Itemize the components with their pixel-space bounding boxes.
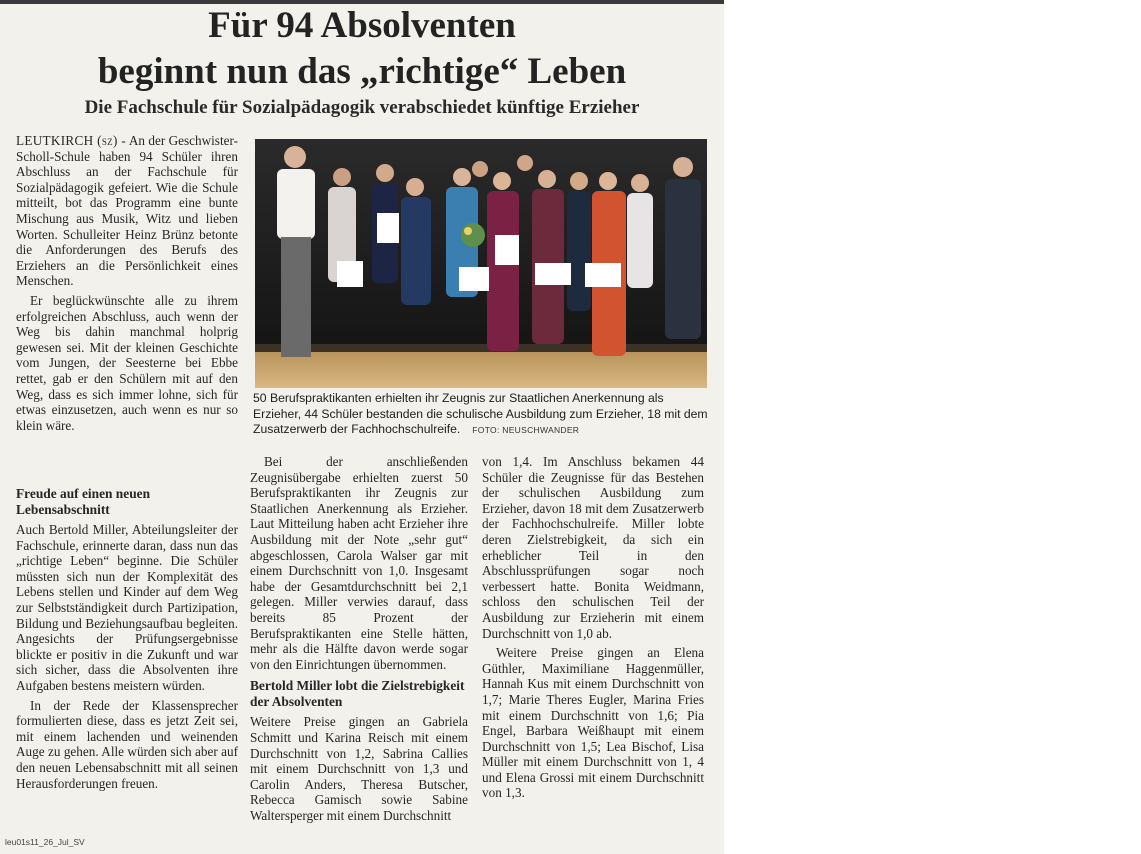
- photo-caption-text: 50 Berufspraktikanten erhielten ihr Zeugnis zur Staatlichen Anerkennung als Erzieher, 44 Schüler bestanden die schulische Ausbildung zum Erzieher, 18 mit dem Zusatzerwerb der Fachhochschulreife.: [253, 391, 708, 437]
- paragraph-6: Weitere Preise gingen an Gabriela Schmitt und Karina Reisch mit einem Durchschnitt von 1,2, Sabrina Callies mit einem Durchschnitt von 1,3 und Carolin Anders, Theresa Butscher, Rebecca Gamisch sowie Sabine Waltersperger mit einem Durchschnitt: [250, 714, 468, 823]
- paragraph-1-text: An der Geschwister-Scholl-Schule haben 94 Schüler ihren Abschluss an der Fachschule für Sozialpädagogik gefeiert. Wie die Schule mitteilt, bot das Programm eine bunte Mischung aus Musik, Witz und lieben Worten. Schulleiter Heinz Brünz betonte die Anforderungen des Berufs des Erziehers an die Persönlichkeit eines Menschen.: [16, 133, 238, 289]
- headline-line-1: Für 94 Absolventen: [208, 5, 516, 46]
- group-photo-illustration: [255, 139, 707, 388]
- paragraph-1: [16, 133, 238, 289]
- paragraph-7: Weitere Preise gingen an Elena Güthler, Maximiliane Haggenmüller, Hannah Kus mit einem Durchschnitt von 1,7; Marie Theres Eugler, Marina Fries mit einem Durchschnitt von 1,6; Pia Engel, Barbara Weißhaupt mit einem Durchschnitt von 1,5; Lea Bischof, Lisa Müller mit einem Durchschnitt von 1, 4 und Elena Grossi mit einem Durchschnitt von 1,3.: [482, 645, 704, 801]
- paragraph-3: Auch Bertold Miller, Abteilungsleiter der Fachschule, erinnerte daran, dass nun das „richtige Leben“ beginne. Die Schüler müssten sich nun der Komplexität des Lebens stellen und Kinder auf dem Weg zur Selbstständigkeit durch Partizipation, Bildung und Beziehungsaufbau begleiten. Angesichts der Prüfungsergebnisse blickte er positiv in die Zukunft und war sich sicher, dass die Absolventen ihre Aufgaben bestens meistern würden.: [16, 522, 238, 693]
- photo-caption: [253, 391, 708, 439]
- paragraph-6-continued: von 1,4. Im Anschluss bekamen 44 Schüler die Zeugnisse für das Bestehen der schulischen Ausbildung zum Erzieher, davon 18 mit dem Zusatzerwerb der Fachhochschulreife. Miller lobte deren Zielstrebigkeit, da sich ein erheblicher Teil in den Abschlussprüfungen sogar noch verbessert hatte. Bonita Weidmann, schloss den schulischen Teil der Ausbildung zur Erzieherin mit einem Durchschnitt von 1,0 ab.: [482, 454, 704, 641]
- paragraph-2: Er beglückwünschte alle zu ihrem erfolgreichen Abschluss, auch wenn der Weg bis dahin manchmal holprig gewesen sei. Mit der kleinen Geschichte vom Jungen, der Seesterne bei Ebbe rettet, gab er den Schülern mit auf den Weg, dass es sich immer lohne, sich für etwas einzusetzen, auch wenn es nur so klein wäre.: [16, 292, 238, 433]
- dateline: LEUTKIRCH (sz) -: [16, 133, 127, 148]
- subheading-1: Freude auf einen neuen Lebensabschnitt: [16, 486, 151, 517]
- column-1-bottom: [16, 480, 238, 795]
- photo-credit: FOTO: NEUSCHWANDER: [472, 425, 580, 436]
- column-2: [250, 454, 468, 827]
- group-photo: [255, 139, 707, 388]
- paragraph-5: Bei der anschließenden Zeugnisübergabe erhielten zuerst 50 Berufspraktikanten ihr Zeugnis zur Staatlichen Anerkennung als Erzieher. Laut Mitteilung haben acht Erzieher ihre Ausbildung mit der Note „sehr gut“ abgeschlossen, Carola Walser gar mit einem Durchschnitt von 1,0. Insgesamt habe der Gesamtdurchschnitt bei 2,1 gelegen. Miller verwies darauf, dass bereits 85 Prozent der Berufspraktikanten eine Stelle hätten, mehr als die Hälfte davon werde sogar von den Einrichtungen übernommen.: [250, 454, 468, 672]
- column-1-top: [16, 133, 238, 437]
- page-code: leu01s11_26_Jul_SV: [5, 837, 85, 847]
- paragraph-4: In der Rede der Klassensprecher formulierten diese, dass es jetzt Zeit sei, mit einem lachenden und weinenden Auge zu gehen. Alle würden sich aber auf den neuen Lebensabschnitt mit all seinen Herausforderungen freuen.: [16, 697, 238, 791]
- headline-line-2: beginnt nun das „richtige“ Leben: [97, 51, 627, 92]
- subheading-2: Bertold Miller lobt die Zielstrebigkeit der Absolventen: [250, 678, 465, 710]
- column-3: [482, 454, 704, 805]
- subtitle: Die Fachschule für Sozialpädagogik verabschiedet künftige Erzieher: [84, 97, 640, 118]
